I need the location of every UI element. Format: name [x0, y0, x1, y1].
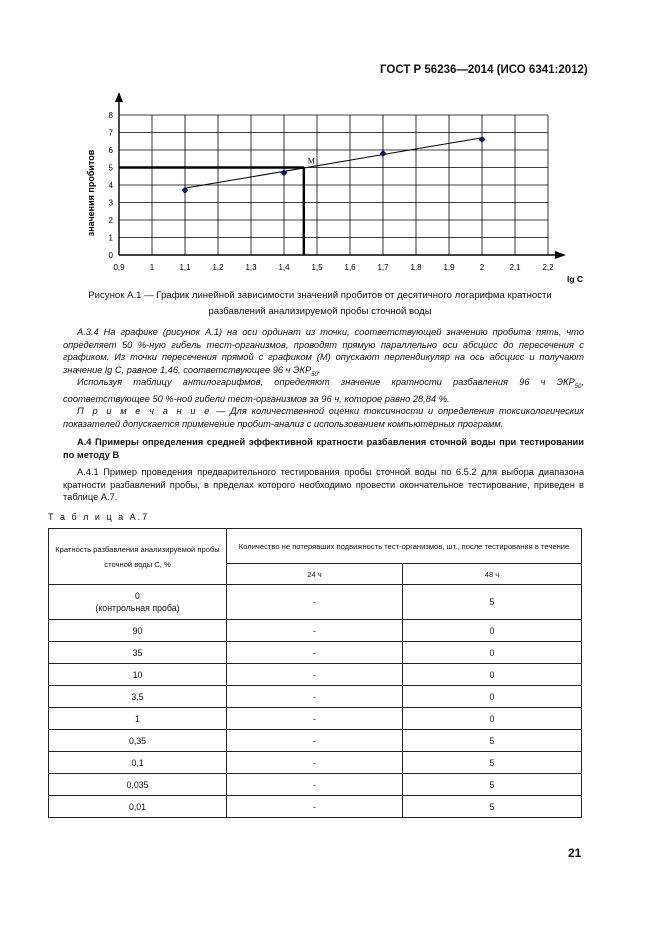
x-tick-label: 0,9 [113, 263, 125, 272]
col-header-group: Количество не потерявших подвижность тест-организмов, шт., после тестирования в течение [227, 529, 582, 564]
x-tick-label: 1,9 [443, 263, 455, 272]
cell-48h: 0 [403, 664, 582, 686]
x-tick-label: 1,3 [245, 263, 257, 272]
paragraph-a34-2-text: Используя таблицу антилогарифмов, определяют значение кратности разбавления 96 ч ЭКР [77, 377, 575, 387]
col-header-24h: 24 ч [227, 564, 403, 585]
probit-chart [70, 88, 590, 288]
fit-line [185, 138, 482, 188]
page-number: 21 [568, 846, 582, 860]
data-point [380, 150, 387, 157]
cell-dilution: 0,1 [49, 752, 227, 774]
cell-24h: - [227, 752, 403, 774]
cell-48h: 5 [403, 796, 582, 818]
document-header: ГОСТ Р 56236—2014 (ИСО 6341:2012) [380, 64, 588, 76]
cell-24h: - [227, 585, 403, 620]
x-tick-label: 2 [479, 263, 485, 272]
cell-dilution [49, 585, 227, 620]
subscript-50: 50 [311, 371, 318, 378]
table-row [49, 620, 582, 642]
y-tick-label: 5 [108, 163, 113, 173]
y-tick-label: 3 [108, 198, 113, 208]
cell-dilution: 1 [49, 708, 227, 730]
cell-48h: 5 [403, 752, 582, 774]
paragraph-a34-1-text: А.3.4 На графике (рисунок А.1) на оси ординат из точки, соответствующей значению пробита пять, что определяет 50 %-ную гибель тест-организмов, проводят прямую параллельно оси абсцисс до пересечения с графиком. Из точки пересечения прямой с графиком (М) опускают перпендикуляр на ось абсцисс и получают значение lg C, равное 1,46, соответствующее 96 ч ЭКР [63, 327, 584, 375]
table-row [49, 752, 582, 774]
paragraph-a34-2 [63, 376, 584, 406]
data-point [281, 169, 288, 176]
cell-dilution: 0,01 [49, 796, 227, 818]
y-tick-label: 0 [108, 251, 113, 260]
cell-48h: 0 [403, 708, 582, 730]
cell-48h: 0 [403, 686, 582, 708]
note-text: — Для количественной оценки токсичности и определения токсикологических показателей допускается применение пробит-анализ с использованием компьютерных программ. [63, 406, 584, 429]
y-tick-label: 1 [108, 233, 113, 243]
cell-24h: - [227, 642, 403, 664]
x-tick-label: 1,1 [179, 263, 191, 272]
col-header-dilution: Кратность разбавления анализируемой пробы сточной воды С, % [49, 529, 227, 585]
cell-dilution: 10 [49, 664, 227, 686]
cell-24h: - [227, 730, 403, 752]
cell-24h: - [227, 620, 403, 642]
note-paragraph [63, 405, 584, 430]
cell-dilution: 35 [49, 642, 227, 664]
note-label: П р и м е ч а н и е [77, 406, 212, 416]
paragraph-a41: А.4.1 Пример проведения предварительного тестирования пробы сточной воды по 6.5.2 для выбора диапазона кратности разбавлений пробы, в пределах которого необходимо провести окончательное тестирование, приведен в таблице А.7. [63, 467, 584, 503]
table-row [49, 585, 582, 620]
table-row [49, 708, 582, 730]
y-tick-label: 2 [108, 216, 113, 225]
x-tick-label: 2,1 [509, 263, 521, 272]
section-a4-heading: А.4 Примеры определения средней эффективной кратности разбавления сточной воды при тестировании по методу В [63, 437, 584, 460]
x-tick-label: 1,7 [377, 263, 389, 272]
x-tick-label: 2,2 [542, 263, 554, 272]
cell-48h: 5 [403, 774, 582, 796]
cell-dilution: 3,5 [49, 686, 227, 708]
x-axis-arrow [555, 251, 566, 259]
table-row [49, 642, 582, 664]
table-header-row [49, 529, 582, 564]
table-row [49, 774, 582, 796]
cell-24h: - [227, 686, 403, 708]
col-header-48h: 48 ч [403, 564, 582, 585]
cell-dilution: 0,35 [49, 730, 227, 752]
y-axis-arrow [115, 92, 123, 102]
table-row [49, 796, 582, 818]
paragraph-a34-2-end: , соответствующее 50 %-ной гибели тест-организмов за 96 ч, которое равно 28,84 %. [63, 377, 584, 405]
x-tick-label: 1,6 [344, 263, 356, 272]
paragraph-a34-1-end: . [317, 364, 321, 375]
cell-24h: - [227, 664, 403, 686]
cell-48h: 5 [403, 585, 582, 620]
cell-dilution-value: 0 [135, 591, 140, 601]
cell-dilution-note: (контрольная проба) [95, 603, 180, 613]
cell-48h: 0 [403, 642, 582, 664]
table-title: Т а б л и ц а А.7 [48, 512, 150, 522]
cell-24h: - [227, 796, 403, 818]
cell-dilution: 90 [49, 620, 227, 642]
x-tick-label: 1,2 [212, 263, 224, 272]
cell-dilution: 0,035 [49, 774, 227, 796]
paragraph-a34-1 [63, 326, 584, 381]
marker-m-label: M [307, 156, 315, 166]
table-row [49, 730, 582, 752]
x-tick-label: 1,4 [278, 263, 290, 272]
table-row [49, 686, 582, 708]
x-axis-label: lg C [566, 274, 584, 284]
cell-48h: 0 [403, 620, 582, 642]
y-tick-label: 7 [108, 128, 113, 138]
x-tick-label: 1,5 [311, 263, 323, 272]
table-row [49, 664, 582, 686]
subscript-50: 50 [574, 383, 582, 390]
cell-24h: - [227, 708, 403, 730]
y-tick-label: 8 [108, 111, 113, 120]
cell-24h: - [227, 774, 403, 796]
y-tick-label: 6 [108, 146, 113, 155]
figure-caption: Рисунок А.1 — График линейной зависимости значений пробитов от десятичного логарифма кратности разбавлений анализируемой пробы сточной воды [88, 290, 552, 317]
x-tick-label: 1 [149, 263, 155, 272]
data-point [479, 136, 486, 143]
cell-48h: 5 [403, 730, 582, 752]
y-tick-label: 4 [108, 181, 113, 190]
y-axis-label: значения пробитов [86, 149, 96, 237]
x-tick-label: 1,8 [410, 263, 422, 272]
table-a7 [48, 528, 582, 818]
